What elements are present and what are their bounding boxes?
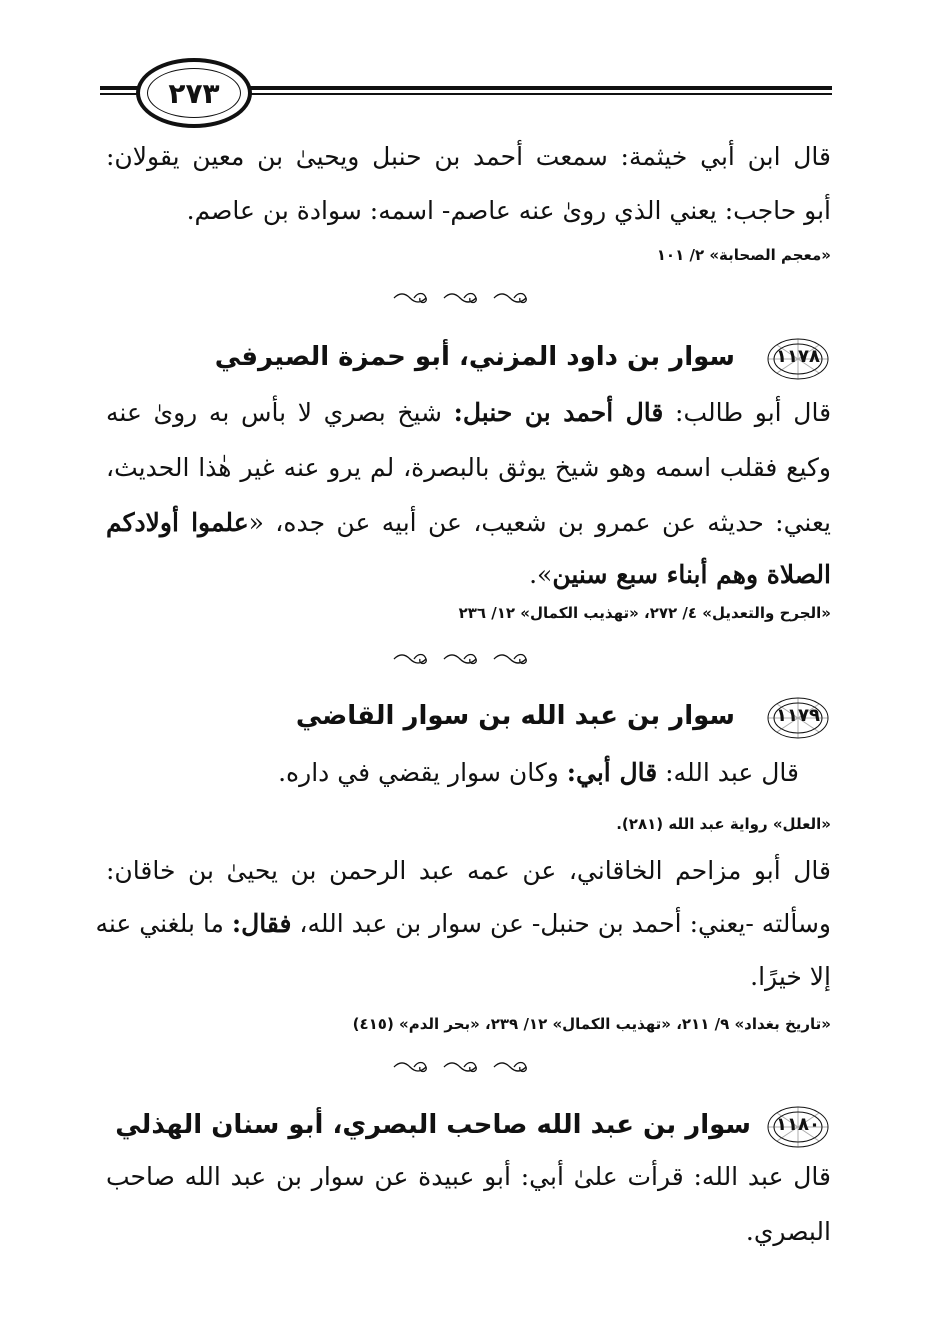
text-line: وكيع فقلب اسمه وهو شيخ يوثق بالبصرة، لم يرو عنه غير هٰذا الحديث،	[106, 453, 831, 482]
text-line: قال عبد الله: قال أبي: وكان سوار يقضي في داره.	[278, 758, 799, 787]
text-line: وسألته -يعني: أحمد بن حنبل- عن سوار بن عبد الله، فقال: ما بلغني عنه	[95, 909, 831, 938]
entry-number-badge	[765, 695, 831, 741]
text-line: قال عبد الله: قرأت علىٰ أبي: أبو عبيدة عن سوار بن عبد الله صاحب	[106, 1162, 831, 1191]
entry-number: ١١٨٠	[776, 1114, 820, 1135]
text-line: إلا خيرًا.	[750, 962, 831, 991]
entry-number: ١١٧٩	[776, 705, 820, 726]
entry-heading	[106, 1104, 831, 1154]
page-header	[100, 52, 832, 132]
ornament-separator	[390, 1060, 540, 1074]
citation: «معجم الصحابة» ٢/ ١٠١	[656, 246, 831, 264]
page-number-frame	[136, 58, 252, 128]
text-line: الصلاة وهم أبناء سبع سنين».	[529, 560, 831, 589]
citation: «تاريخ بغداد» ٩/ ٢١١، «تهذيب الكمال» ١٢/ ٢٣٩، «بحر الدم» (٤١٥)	[352, 1015, 831, 1033]
page-number: ٢٧٣	[147, 68, 241, 118]
text-line: أبو حاجب: يعني الذي روىٰ عنه عاصم- اسمه: سوادة بن عاصم.	[186, 196, 831, 225]
text-line: قال أبو طالب: قال أحمد بن حنبل: شيخ بصري لا بأس به روىٰ عنه	[106, 398, 832, 427]
entry-title: سوار بن عبد الله صاحب البصري، أبو سنان الهذلي	[115, 1110, 751, 1140]
entry-paragraph	[106, 398, 831, 598]
entry-title: سوار بن داود المزني، أبو حمزة الصيرفي	[214, 342, 735, 372]
entry-number-badge	[765, 336, 831, 382]
entry-title: سوار بن عبد الله بن سوار القاضي	[295, 701, 735, 731]
entry-paragraph	[106, 758, 831, 798]
ornament-separator	[390, 652, 540, 666]
text-line: قال ابن أبي خيثمة: سمعت أحمد بن حنبل ويحيىٰ بن معين يقولان:	[106, 142, 831, 171]
entry-paragraph	[95, 856, 831, 1006]
text-line: قال أبو مزاحم الخاقاني، عن عمه عبد الرحمن بن يحيىٰ بن خاقان:	[106, 856, 831, 885]
entry-number-badge	[765, 1104, 831, 1150]
citation: «العلل» رواية عبد الله (٢٨١).	[616, 815, 831, 833]
entry-heading	[106, 336, 831, 386]
entry-paragraph	[106, 1162, 831, 1262]
entry-number: ١١٧٨	[776, 346, 820, 367]
entry-heading	[106, 695, 831, 745]
text-line: يعني: حديثه عن عمرو بن شعيب، عن أبيه عن جده، «علموا أولادكم	[106, 508, 831, 537]
citation: «الجرح والتعديل» ٤/ ٢٧٢، «تهذيب الكمال» ١٢/ ٢٣٦	[458, 604, 831, 622]
ornament-separator	[390, 291, 540, 305]
text-line: البصري.	[745, 1217, 831, 1246]
intro-paragraph	[106, 142, 831, 232]
